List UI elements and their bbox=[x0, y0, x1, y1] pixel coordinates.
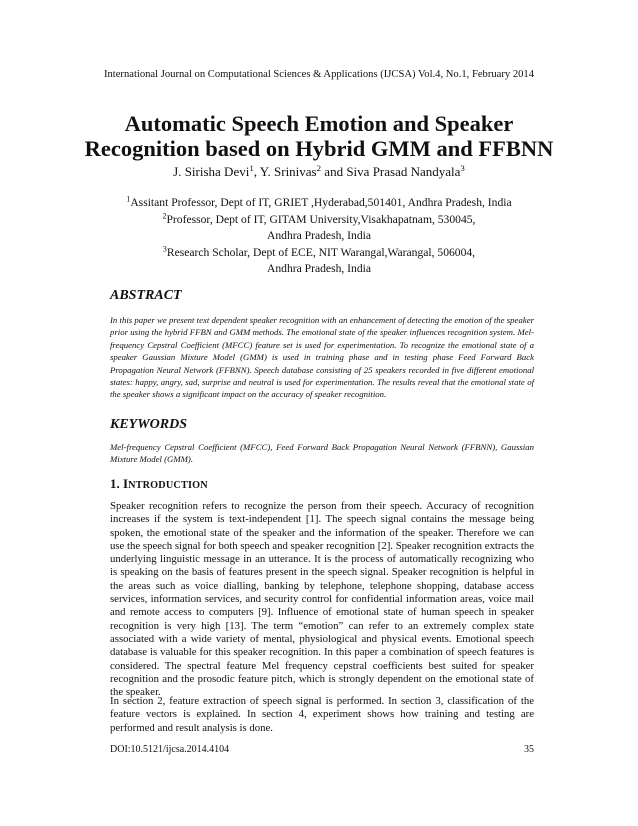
title-line-2: Recognition based on Hybrid GMM and FFBNN bbox=[84, 136, 554, 161]
affiliation-2: $^2$Professor, Dept of IT, GITAM University,Visakhapatnam, 530045, bbox=[162, 211, 476, 226]
title-line-1: Automatic Speech Emotion and Speaker bbox=[124, 111, 514, 136]
journal-header: International Journal on Computational Sciences & Applications (IJCSA) Vol.4, No.1, February 2014 bbox=[103, 69, 535, 80]
keywords-body: Mel-frequency Cepstral Coefficient (MFCC), Feed Forward Back Propagation Neural Network (FFBNN), Gaussian Mixture Model (GMM). bbox=[110, 442, 534, 465]
author-2-affil-mark: 2 bbox=[316, 163, 322, 174]
affiliation-1: $^1$Assitant Professor, Dept of IT, GRIET ,Hyderabad,501401, Andhra Pradesh, India bbox=[126, 194, 512, 209]
intro-paragraph-1: Speaker recognition refers to recognize the person from their speech. Accuracy of recognition increases if the system is text-independent [1]. The speech signal contains the message being spoken, the emotional state of the speaker and the information of the speaker. Therefore we can use the speech signal for both speech and speaker recognition [2]. Speaker recognition extracts the underlying linguistic message in an utterance. It is the process of automatically recognizing who is speaking on the basis of features present in the speech signal. Speaker recognition is helpful in the areas such as voice dialling, banking by telephone, telephone shopping, database access services, information services, and security control for confidential information areas, voice mail and remote access to computers [9]. Influence of emotional state of human speech in speaker recognition is very high [13]. The term “emotion” can refer to an extremely complex state associated with a wide variety of mental, physiological and physical events. Emotional speech database is valuable for this speaker recognition. In this paper a combination of speech features is considered. The spectral feature Mel frequency cepstral coefficients best suited for speaker recognition and the prosodic feature pitch, which is strongly dependent on the emotional state of the speaker. bbox=[110, 500, 534, 699]
author-separator: and bbox=[321, 164, 347, 179]
author-1: J. Sirisha Devi bbox=[173, 164, 250, 179]
section-heading-introduction: 1. INTRODUCTION bbox=[110, 476, 208, 491]
affiliation-2-cont: Andhra Pradesh, India bbox=[267, 229, 371, 242]
author-2: Y. Srinivas bbox=[259, 164, 317, 179]
author-3: Siva Prasad Nandyala bbox=[346, 164, 461, 179]
author-1-affil-mark: 1 bbox=[249, 163, 254, 174]
abstract-body: In this paper we present text dependent speaker recognition with an enhancement of detecting the emotion of the speaker prior using the hybrid FFBN and GMM methods. The emotional state of the speaker influences recognition system. Mel-frequency Cepstral Coefficient (MFCC) feature set is used for experimentation. To recognize the emotional state of a speaker Gaussian Mixture Model (GMM) is used in training phase and in testing phase Feed Forward Back Propagation Neural Network (FFBNN). Speech database consisting of 25 speakers recorded in five different emotional states: happy, angry, sad, surprise and neutral is used for experimentation. The results reveal that the emotional state of the speaker shows a significant impact on the accuracy of speaker recognition. bbox=[110, 315, 534, 400]
author-list bbox=[60, 164, 578, 180]
author-3-affil-mark: 3 bbox=[460, 163, 465, 174]
author-separator: , bbox=[253, 164, 260, 179]
affiliation-3-cont: Andhra Pradesh, India bbox=[267, 262, 371, 275]
intro-paragraph-2: In section 2, feature extraction of speech signal is performed. In section 3, classification of the feature vectors is explained. In section 4, experiment shows how training and testing are performed and result analysis is done. bbox=[110, 695, 534, 734]
paper-title bbox=[60, 111, 578, 161]
page-number: 35 bbox=[524, 744, 534, 755]
abstract-heading: ABSTRACT bbox=[110, 288, 182, 303]
affiliations bbox=[60, 195, 578, 278]
affiliation-3: $^3$Research Scholar, Dept of ECE, NIT Warangal,Warangal, 506004, bbox=[162, 244, 476, 259]
footer-doi: DOI:10.5121/ijcsa.2014.4104 bbox=[110, 744, 230, 755]
keywords-heading: KEYWORDS bbox=[110, 417, 188, 432]
